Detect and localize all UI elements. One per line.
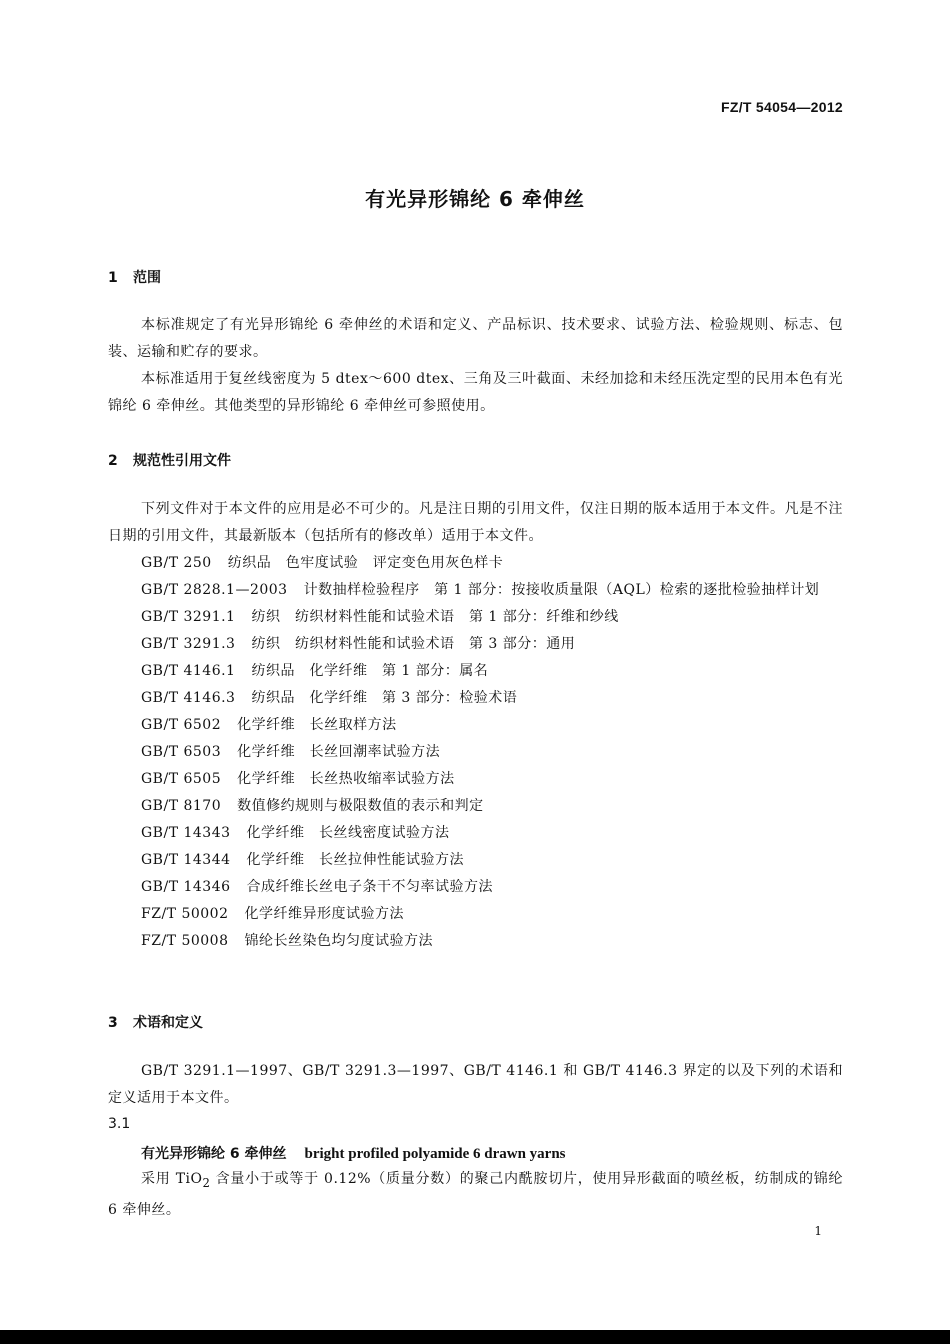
reference-code: GB/T 14344: [141, 852, 231, 868]
page-number: 1: [814, 1224, 822, 1238]
reference-code: GB/T 8170: [141, 798, 222, 814]
term-chinese: 有光异形锦纶 6 牵伸丝: [141, 1146, 287, 1162]
reference-code: GB/T 4146.1: [141, 663, 236, 679]
reference-item: [108, 901, 843, 928]
reference-title: 化学纤维 长丝回潮率试验方法: [237, 744, 441, 760]
section-heading-terms-definitions: [108, 1012, 203, 1032]
reference-code: GB/T 250: [141, 555, 212, 571]
reference-item: [108, 793, 843, 820]
reference-code: GB/T 2828.1—2003: [141, 582, 288, 598]
reference-title: 纺织品 色牢度试验 评定变色用灰色样卡: [227, 555, 504, 571]
reference-item: [108, 550, 843, 577]
reference-code: GB/T 14343: [141, 825, 231, 841]
term-definition: [108, 1166, 843, 1224]
paragraph: 下列文件对于本文件的应用是必不可少的。凡是注日期的引用文件，仅注日期的版本适用于本文件。凡是不注日期的引用文件，其最新版本（包括所有的修改单）适用于本文件。: [108, 501, 843, 544]
reference-item: [108, 766, 843, 793]
definition-text: 含量小于或等于 0.12%（质量分数）的聚己内酰胺切片，使用异形截面的喷丝板，纺制成的锦纶 6 牵伸丝。: [108, 1171, 844, 1218]
section-heading-scope: [108, 267, 161, 287]
section-number: 3: [108, 1015, 118, 1031]
reference-title: 纺织品 化学纤维 第 1 部分：属名: [251, 663, 489, 679]
reference-code: GB/T 14346: [141, 879, 231, 895]
reference-item: [108, 712, 843, 739]
reference-item: [108, 658, 843, 685]
bottom-bar: [0, 1330, 950, 1344]
paragraph: GB/T 3291.1—1997、GB/T 3291.3—1997、GB/T 4146.1 和 GB/T 4146.3 界定的以及下列的术语和定义适用于本文件。: [108, 1063, 843, 1106]
reference-code: GB/T 3291.3: [141, 636, 236, 652]
reference-code: GB/T 3291.1: [141, 609, 236, 625]
term-english: bright profiled polyamide 6 drawn yarns: [304, 1146, 566, 1162]
reference-item: [108, 847, 843, 874]
term-entry: [141, 1143, 566, 1163]
reference-title: 数值修约规则与极限数值的表示和判定: [237, 798, 484, 814]
section-title: 规范性引用文件: [133, 453, 231, 469]
clause-number: 3.1: [108, 1116, 131, 1132]
reference-title: 化学纤维 长丝拉伸性能试验方法: [246, 852, 465, 868]
reference-title: 计数抽样检验程序 第 1 部分：按接收质量限（AQL）检索的逐批检验抽样计划: [303, 582, 820, 598]
definition-subscript: 2: [202, 1175, 211, 1190]
reference-item: [108, 604, 843, 631]
reference-item: [108, 739, 843, 766]
document-title: 有光异形锦纶 6 牵伸丝: [365, 187, 585, 211]
reference-code: GB/T 6503: [141, 744, 222, 760]
reference-item: [108, 928, 843, 955]
reference-title: 化学纤维 长丝取样方法: [237, 717, 397, 733]
reference-title: 化学纤维异形度试验方法: [244, 906, 404, 922]
reference-code: GB/T 4146.3: [141, 690, 236, 706]
reference-code: GB/T 6502: [141, 717, 222, 733]
reference-title: 纺织 纺织材料性能和试验术语 第 1 部分：纤维和纱线: [251, 609, 619, 625]
reference-title: 纺织品 化学纤维 第 3 部分：检验术语: [251, 690, 518, 706]
section-title: 术语和定义: [133, 1015, 203, 1031]
reference-item: [108, 820, 843, 847]
section-heading-normative-references: [108, 450, 231, 470]
reference-item: [108, 685, 843, 712]
reference-item: [108, 577, 843, 604]
reference-title: 化学纤维 长丝热收缩率试验方法: [237, 771, 455, 787]
reference-list: [108, 550, 843, 955]
reference-title: 纺织 纺织材料性能和试验术语 第 3 部分：通用: [251, 636, 576, 652]
section-number: 1: [108, 270, 118, 286]
paragraph: 本标准规定了有光异形锦纶 6 牵伸丝的术语和定义、产品标识、技术要求、试验方法、检验规则、标志、包装、运输和贮存的要求。: [108, 317, 843, 360]
definition-text: 采用 TiO: [141, 1171, 203, 1187]
paragraph: 本标准适用于复丝线密度为 5 dtex～600 dtex、三角及三叶截面、未经加捻和未经压洗定型的民用本色有光锦纶 6 牵伸丝。其他类型的异形锦纶 6 牵伸丝可参照使用。: [108, 371, 843, 414]
reference-item: [108, 631, 843, 658]
section-number: 2: [108, 453, 118, 469]
reference-code: FZ/T 50008: [141, 933, 229, 949]
reference-title: 化学纤维 长丝线密度试验方法: [246, 825, 450, 841]
reference-code: FZ/T 50002: [141, 906, 229, 922]
reference-title: 合成纤维长丝电子条干不匀率试验方法: [246, 879, 494, 895]
section-title: 范围: [133, 270, 161, 286]
reference-code: GB/T 6505: [141, 771, 222, 787]
standard-code: FZ/T 54054—2012: [720, 99, 843, 115]
reference-item: [108, 874, 843, 901]
reference-title: 锦纶长丝染色均匀度试验方法: [244, 933, 433, 949]
